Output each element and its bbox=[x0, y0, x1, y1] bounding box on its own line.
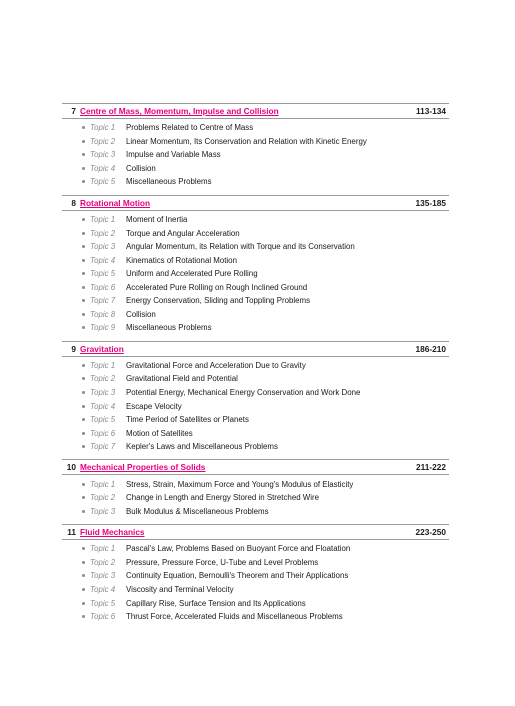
topic-title: Stress, Strain, Maximum Force and Young's Modulus of Elasticity bbox=[126, 479, 354, 489]
topic-title: Pressure, Pressure Force, U-Tube and Level Problems bbox=[126, 557, 319, 567]
topic-label: Topic 2 bbox=[90, 228, 116, 238]
bullet-icon bbox=[82, 167, 85, 170]
topic-row bbox=[82, 372, 449, 386]
topic-label: Topic 6 bbox=[90, 612, 116, 622]
topic-title: Kepler's Laws and Miscellaneous Problems bbox=[126, 442, 278, 452]
topic-title: Bulk Modulus & Miscellaneous Problems bbox=[126, 506, 269, 516]
topic-row bbox=[82, 583, 449, 597]
chapter-title-link[interactable]: Rotational Motion bbox=[80, 197, 151, 208]
topic-row bbox=[82, 253, 449, 267]
topic-label: Topic 6 bbox=[90, 428, 116, 438]
topic-label: Topic 8 bbox=[90, 309, 116, 319]
bullet-icon bbox=[82, 326, 85, 329]
bullet-icon bbox=[82, 377, 85, 380]
chapter-page-range: 211-222 bbox=[416, 462, 446, 473]
topic-label: Topic 1 bbox=[90, 360, 116, 370]
bullet-icon bbox=[82, 140, 85, 143]
topic-list bbox=[62, 477, 449, 518]
topic-title: Moment of Inertia bbox=[126, 215, 188, 224]
topic-label: Topic 2 bbox=[90, 374, 116, 384]
topic-row bbox=[82, 556, 449, 570]
topic-title: Potential Energy, Mechanical Energy Conservation and Work Done bbox=[126, 388, 361, 398]
topic-row bbox=[82, 386, 449, 400]
chapter-heading bbox=[62, 341, 449, 357]
bullet-icon bbox=[82, 286, 85, 289]
bullet-icon bbox=[82, 272, 85, 275]
topic-title: Accelerated Pure Rolling on Rough Inclined Ground bbox=[126, 282, 308, 292]
chapter-section bbox=[62, 524, 449, 623]
topic-label: Topic 1 bbox=[90, 215, 116, 224]
chapter-heading bbox=[62, 103, 449, 119]
topic-list bbox=[62, 542, 449, 623]
topic-label: Topic 5 bbox=[90, 269, 116, 279]
bullet-icon bbox=[82, 510, 85, 513]
topic-row bbox=[82, 610, 449, 624]
topic-label: Topic 3 bbox=[90, 242, 116, 252]
topic-row bbox=[82, 280, 449, 294]
topic-label: Topic 6 bbox=[90, 282, 116, 292]
topic-title: Miscellaneous Problems bbox=[126, 323, 212, 333]
topic-row bbox=[82, 135, 449, 149]
topic-list bbox=[62, 213, 449, 335]
topic-row bbox=[82, 542, 449, 556]
bullet-icon bbox=[82, 496, 85, 499]
topic-row bbox=[82, 359, 449, 373]
bullet-icon bbox=[82, 483, 85, 486]
topic-row bbox=[82, 267, 449, 281]
topic-title: Angular Momentum, its Relation with Torque and its Conservation bbox=[126, 242, 355, 252]
topic-label: Topic 5 bbox=[90, 598, 116, 608]
table-of-contents bbox=[62, 103, 449, 629]
bullet-icon bbox=[82, 218, 85, 221]
chapter-section bbox=[62, 103, 449, 189]
topic-title: Collision bbox=[126, 309, 156, 319]
bullet-icon bbox=[82, 418, 85, 421]
topic-row bbox=[82, 175, 449, 189]
topic-row bbox=[82, 491, 449, 505]
chapter-section bbox=[62, 459, 449, 518]
topic-title: Capillary Rise, Surface Tension and Its Applications bbox=[126, 598, 306, 608]
topic-title: Motion of Satellites bbox=[126, 428, 193, 438]
topic-title: Uniform and Accelerated Pure Rolling bbox=[126, 269, 258, 279]
topic-row bbox=[82, 121, 449, 135]
topic-list bbox=[62, 359, 449, 454]
chapter-page-range: 113-134 bbox=[416, 106, 446, 116]
bullet-icon bbox=[82, 259, 85, 262]
topic-row bbox=[82, 413, 449, 427]
topic-label: Topic 3 bbox=[90, 506, 116, 516]
topic-label: Topic 2 bbox=[90, 493, 116, 503]
chapter-page-range: 135-185 bbox=[415, 197, 446, 208]
topic-row bbox=[82, 505, 449, 519]
chapter-number: 9 bbox=[71, 343, 76, 354]
topic-title: Escape Velocity bbox=[126, 401, 182, 411]
topic-label: Topic 5 bbox=[90, 415, 116, 425]
bullet-icon bbox=[82, 547, 85, 550]
topic-label: Topic 7 bbox=[90, 296, 116, 306]
bullet-icon bbox=[82, 602, 85, 605]
bullet-icon bbox=[82, 245, 85, 248]
topic-row bbox=[82, 440, 449, 454]
topic-row bbox=[82, 308, 449, 322]
topic-label: Topic 4 bbox=[90, 401, 116, 411]
chapter-number: 11 bbox=[67, 527, 76, 538]
topic-row bbox=[82, 226, 449, 240]
topic-title: Problems Related to Centre of Mass bbox=[126, 123, 254, 133]
bullet-icon bbox=[82, 574, 85, 577]
chapter-heading bbox=[62, 524, 449, 540]
chapter-section bbox=[62, 341, 449, 454]
topic-title: Viscosity and Terminal Velocity bbox=[126, 585, 234, 595]
bullet-icon bbox=[82, 126, 85, 129]
bullet-icon bbox=[82, 180, 85, 183]
topic-label: Topic 7 bbox=[90, 442, 116, 452]
topic-row bbox=[82, 240, 449, 254]
chapter-number: 10 bbox=[66, 462, 76, 473]
topic-row bbox=[82, 399, 449, 413]
topic-title: Change in Length and Energy Stored in Stretched Wire bbox=[126, 493, 320, 503]
topic-title: Gravitational Field and Potential bbox=[126, 374, 238, 384]
bullet-icon bbox=[82, 561, 85, 564]
topic-label: Topic 4 bbox=[90, 255, 116, 265]
chapter-section bbox=[62, 195, 449, 335]
topic-title: Torque and Angular Acceleration bbox=[126, 228, 240, 238]
chapter-page-range: 223-250 bbox=[415, 527, 446, 538]
bullet-icon bbox=[82, 405, 85, 408]
topic-title: Collision bbox=[126, 163, 156, 173]
topic-title: Continuity Equation, Bernoulli's Theorem and Their Applications bbox=[126, 571, 349, 581]
topic-label: Topic 5 bbox=[90, 177, 116, 187]
topic-row bbox=[82, 426, 449, 440]
topic-label: Topic 1 bbox=[90, 479, 116, 489]
bullet-icon bbox=[82, 432, 85, 435]
topic-label: Topic 4 bbox=[90, 163, 116, 173]
chapter-number: 7 bbox=[71, 106, 76, 116]
bullet-icon bbox=[82, 615, 85, 618]
topic-row bbox=[82, 321, 449, 335]
bullet-icon bbox=[82, 313, 85, 316]
chapter-number: 8 bbox=[71, 197, 76, 208]
bullet-icon bbox=[82, 232, 85, 235]
topic-row bbox=[82, 162, 449, 176]
topic-title: Pascal's Law, Problems Based on Buoyant Force and Floatation bbox=[126, 544, 351, 554]
bullet-icon bbox=[82, 153, 85, 156]
topic-list bbox=[62, 121, 449, 189]
topic-row bbox=[82, 294, 449, 308]
chapter-title-link[interactable]: Mechanical Properties of Solids bbox=[80, 462, 206, 473]
topic-title: Time Period of Satellites or Planets bbox=[126, 415, 249, 425]
topic-label: Topic 9 bbox=[90, 323, 116, 333]
topic-label: Topic 1 bbox=[90, 544, 116, 554]
chapter-title-link[interactable]: Gravitation bbox=[80, 343, 124, 354]
topic-row bbox=[82, 213, 449, 227]
topic-label: Topic 2 bbox=[90, 557, 116, 567]
topic-title: Kinematics of Rotational Motion bbox=[126, 255, 237, 265]
topic-label: Topic 2 bbox=[90, 136, 116, 146]
chapter-title-link[interactable]: Fluid Mechanics bbox=[80, 527, 145, 538]
bullet-icon bbox=[82, 299, 85, 302]
bullet-icon bbox=[82, 588, 85, 591]
topic-row bbox=[82, 596, 449, 610]
topic-title: Energy Conservation, Sliding and Toppling Problems bbox=[126, 296, 311, 306]
topic-row bbox=[82, 569, 449, 583]
topic-label: Topic 3 bbox=[90, 388, 116, 398]
bullet-icon bbox=[82, 445, 85, 448]
chapter-heading bbox=[62, 195, 449, 211]
topic-row bbox=[82, 477, 449, 491]
topic-label: Topic 3 bbox=[90, 571, 116, 581]
chapter-heading bbox=[62, 459, 449, 475]
chapter-page-range: 186-210 bbox=[415, 343, 446, 354]
topic-title: Miscellaneous Problems bbox=[126, 177, 212, 187]
topic-title: Gravitational Force and Acceleration Due to Gravity bbox=[126, 360, 306, 370]
bullet-icon bbox=[82, 391, 85, 394]
topic-label: Topic 4 bbox=[90, 585, 116, 595]
topic-row bbox=[82, 148, 449, 162]
topic-title: Impulse and Variable Mass bbox=[126, 150, 221, 160]
topic-title: Linear Momentum, Its Conservation and Relation with Kinetic Energy bbox=[126, 136, 367, 146]
topic-label: Topic 3 bbox=[90, 150, 116, 160]
topic-label: Topic 1 bbox=[90, 123, 116, 133]
chapter-title-link[interactable]: Centre of Mass, Momentum, Impulse and Collision bbox=[80, 106, 279, 116]
topic-title: Thrust Force, Accelerated Fluids and Miscellaneous Problems bbox=[126, 612, 343, 622]
bullet-icon bbox=[82, 364, 85, 367]
